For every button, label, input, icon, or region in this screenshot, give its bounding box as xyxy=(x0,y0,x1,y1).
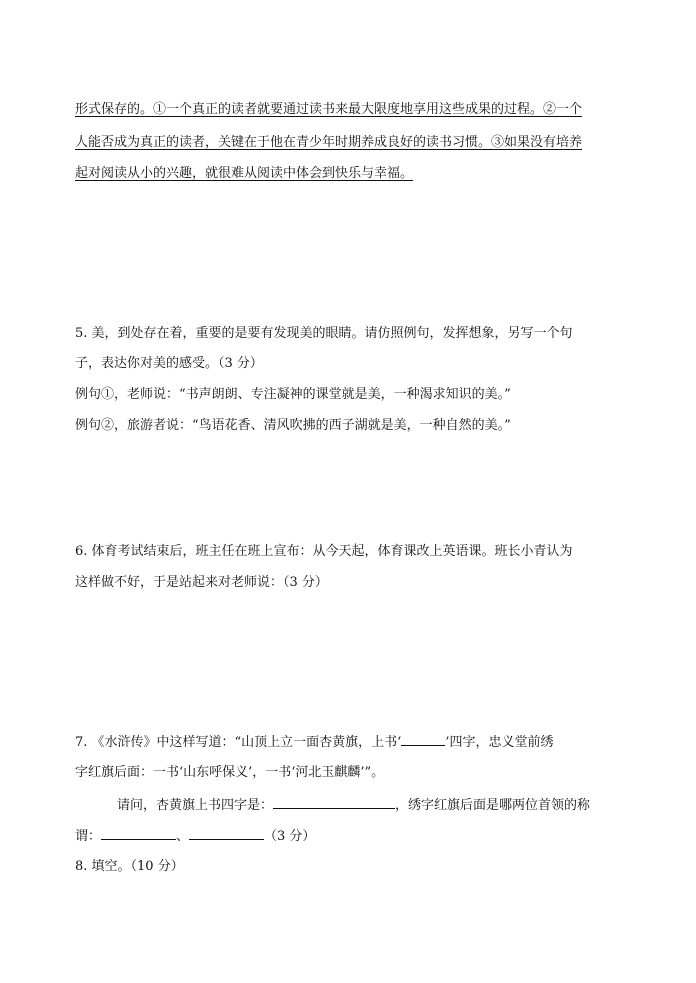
question-7-line-4-end: （3 分） xyxy=(264,829,316,844)
question-6-line-2: 这样做不好，于是站起来对老师说：（3 分） xyxy=(75,575,328,590)
passage-line-2: 人能否成为真正的读者，关键在于他在青少年时期养成良好的读书习惯。③如果没有培养 xyxy=(75,135,583,150)
leader-blank-1[interactable] xyxy=(101,827,176,840)
question-7-line-4 xyxy=(75,827,315,846)
question-5-line-2: 子，表达你对美的感受。（3 分） xyxy=(75,356,263,371)
question-5-line-1: 5. 美，到处存在着，重要的是要有发现美的眼睛。请仿照例句，发挥想象，另写一个句 xyxy=(75,326,573,341)
question-7-line-4-start: 谓： xyxy=(75,829,102,844)
question-7-line-1 xyxy=(75,733,553,752)
question-7-line-1-start: 7. 《水浒传》中这样写道：“山顶上立一面杏黄旗，上书‘ xyxy=(75,735,402,750)
question-7-line-3-start: 请问，杏黄旗上书四字是： xyxy=(117,798,274,813)
flag-blank[interactable] xyxy=(401,733,445,746)
question-7-separator: 、 xyxy=(176,829,190,844)
question-5-example-2: 例句②，旅游者说：“鸟语花香、清风吹拂的西子湖就是美，一种自然的美。” xyxy=(75,418,511,433)
question-8-line-1: 8. 填空。（10 分） xyxy=(75,859,184,874)
question-7-line-3 xyxy=(117,796,590,815)
leader-blank-2[interactable] xyxy=(189,827,264,840)
question-5-example-1: 例句①，老师说：“书声朗朗、专注凝神的课堂就是美，一种渴求知识的美。” xyxy=(75,387,511,402)
question-7-line-3-end: ，绣字红旗后面是哪两位首领的称 xyxy=(395,798,591,813)
passage-line-1: 形式保存的。①一个真正的读者就要通过读书来最大限度地享用这些成果的过程。②一个 xyxy=(75,102,583,117)
question-7-line-2: 字红旗后面：一书‘山东呼保义’，一书‘河北玉麒麟’”。 xyxy=(75,765,385,780)
question-6-line-1: 6. 体育考试结束后，班主任在班上宣布：从今天起，体育课改上英语课。班长小青认为 xyxy=(75,544,573,559)
four-characters-blank[interactable] xyxy=(273,796,395,809)
passage-line-3: 起对阅读从小的兴趣，就很难从阅读中体会到快乐与幸福。 xyxy=(75,166,414,181)
question-7-line-1-end: ’四字，忠义堂前绣 xyxy=(445,735,554,750)
